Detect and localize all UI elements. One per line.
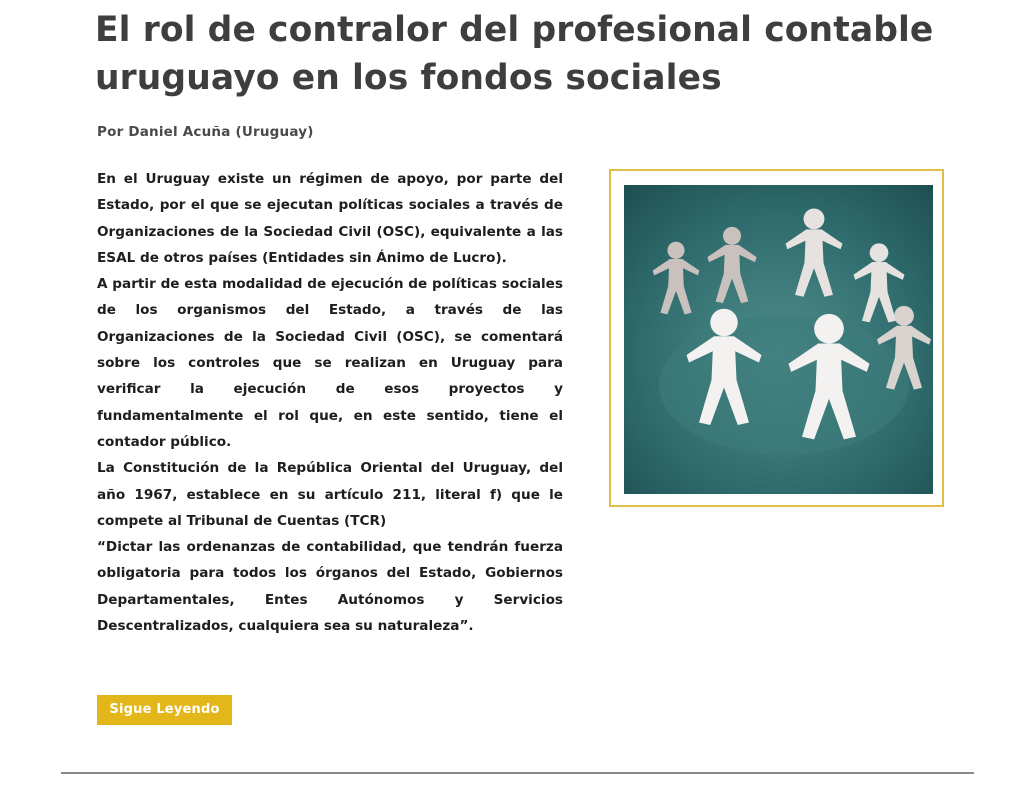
- article-paragraph: En el Uruguay existe un régimen de apoyo, por parte del Estado, por el que se ejecutan políticas sociales a través de Organizaciones de la Sociedad Civil (OSC), equivalente a las ESAL de otros países (Entidades sin Ánimo de Lucro).: [97, 171, 563, 266]
- article-image-frame: [609, 169, 944, 507]
- article-body: [97, 166, 563, 639]
- article-paragraph: A partir de esta modalidad de ejecución de políticas sociales de los organismos del Estado, a través de las Organizaciones de la Sociedad Civil (OSC), se comentará sobre los controles que se realizan en Uruguay para verificar la ejecución de esos proyectos y fundamentalmente el rol que, en este sentido, tiene el contador público.: [97, 276, 563, 450]
- article-paragraph: “Dictar las ordenanzas de contabilidad, que tendrán fuerza obligatoria para todos los órganos del Estado, Gobiernos Departamentales, Entes Autónomos y Servicios Descentralizados, cualquiera sea su naturaleza”.: [97, 539, 563, 635]
- article-title: El rol de contralor del profesional contable uruguayo en los fondos sociales: [95, 10, 934, 98]
- paper-people-circle-image: [624, 185, 933, 494]
- section-divider: [61, 772, 974, 774]
- article-paragraph: La Constitución de la República Oriental del Uruguay, del año 1967, establece en su artículo 211, literal f) que le compete al Tribunal de Cuentas (TCR): [97, 460, 563, 529]
- read-more-button[interactable]: Sigue Leyendo: [97, 695, 232, 725]
- article-byline: Por Daniel Acuña (Uruguay): [97, 124, 314, 140]
